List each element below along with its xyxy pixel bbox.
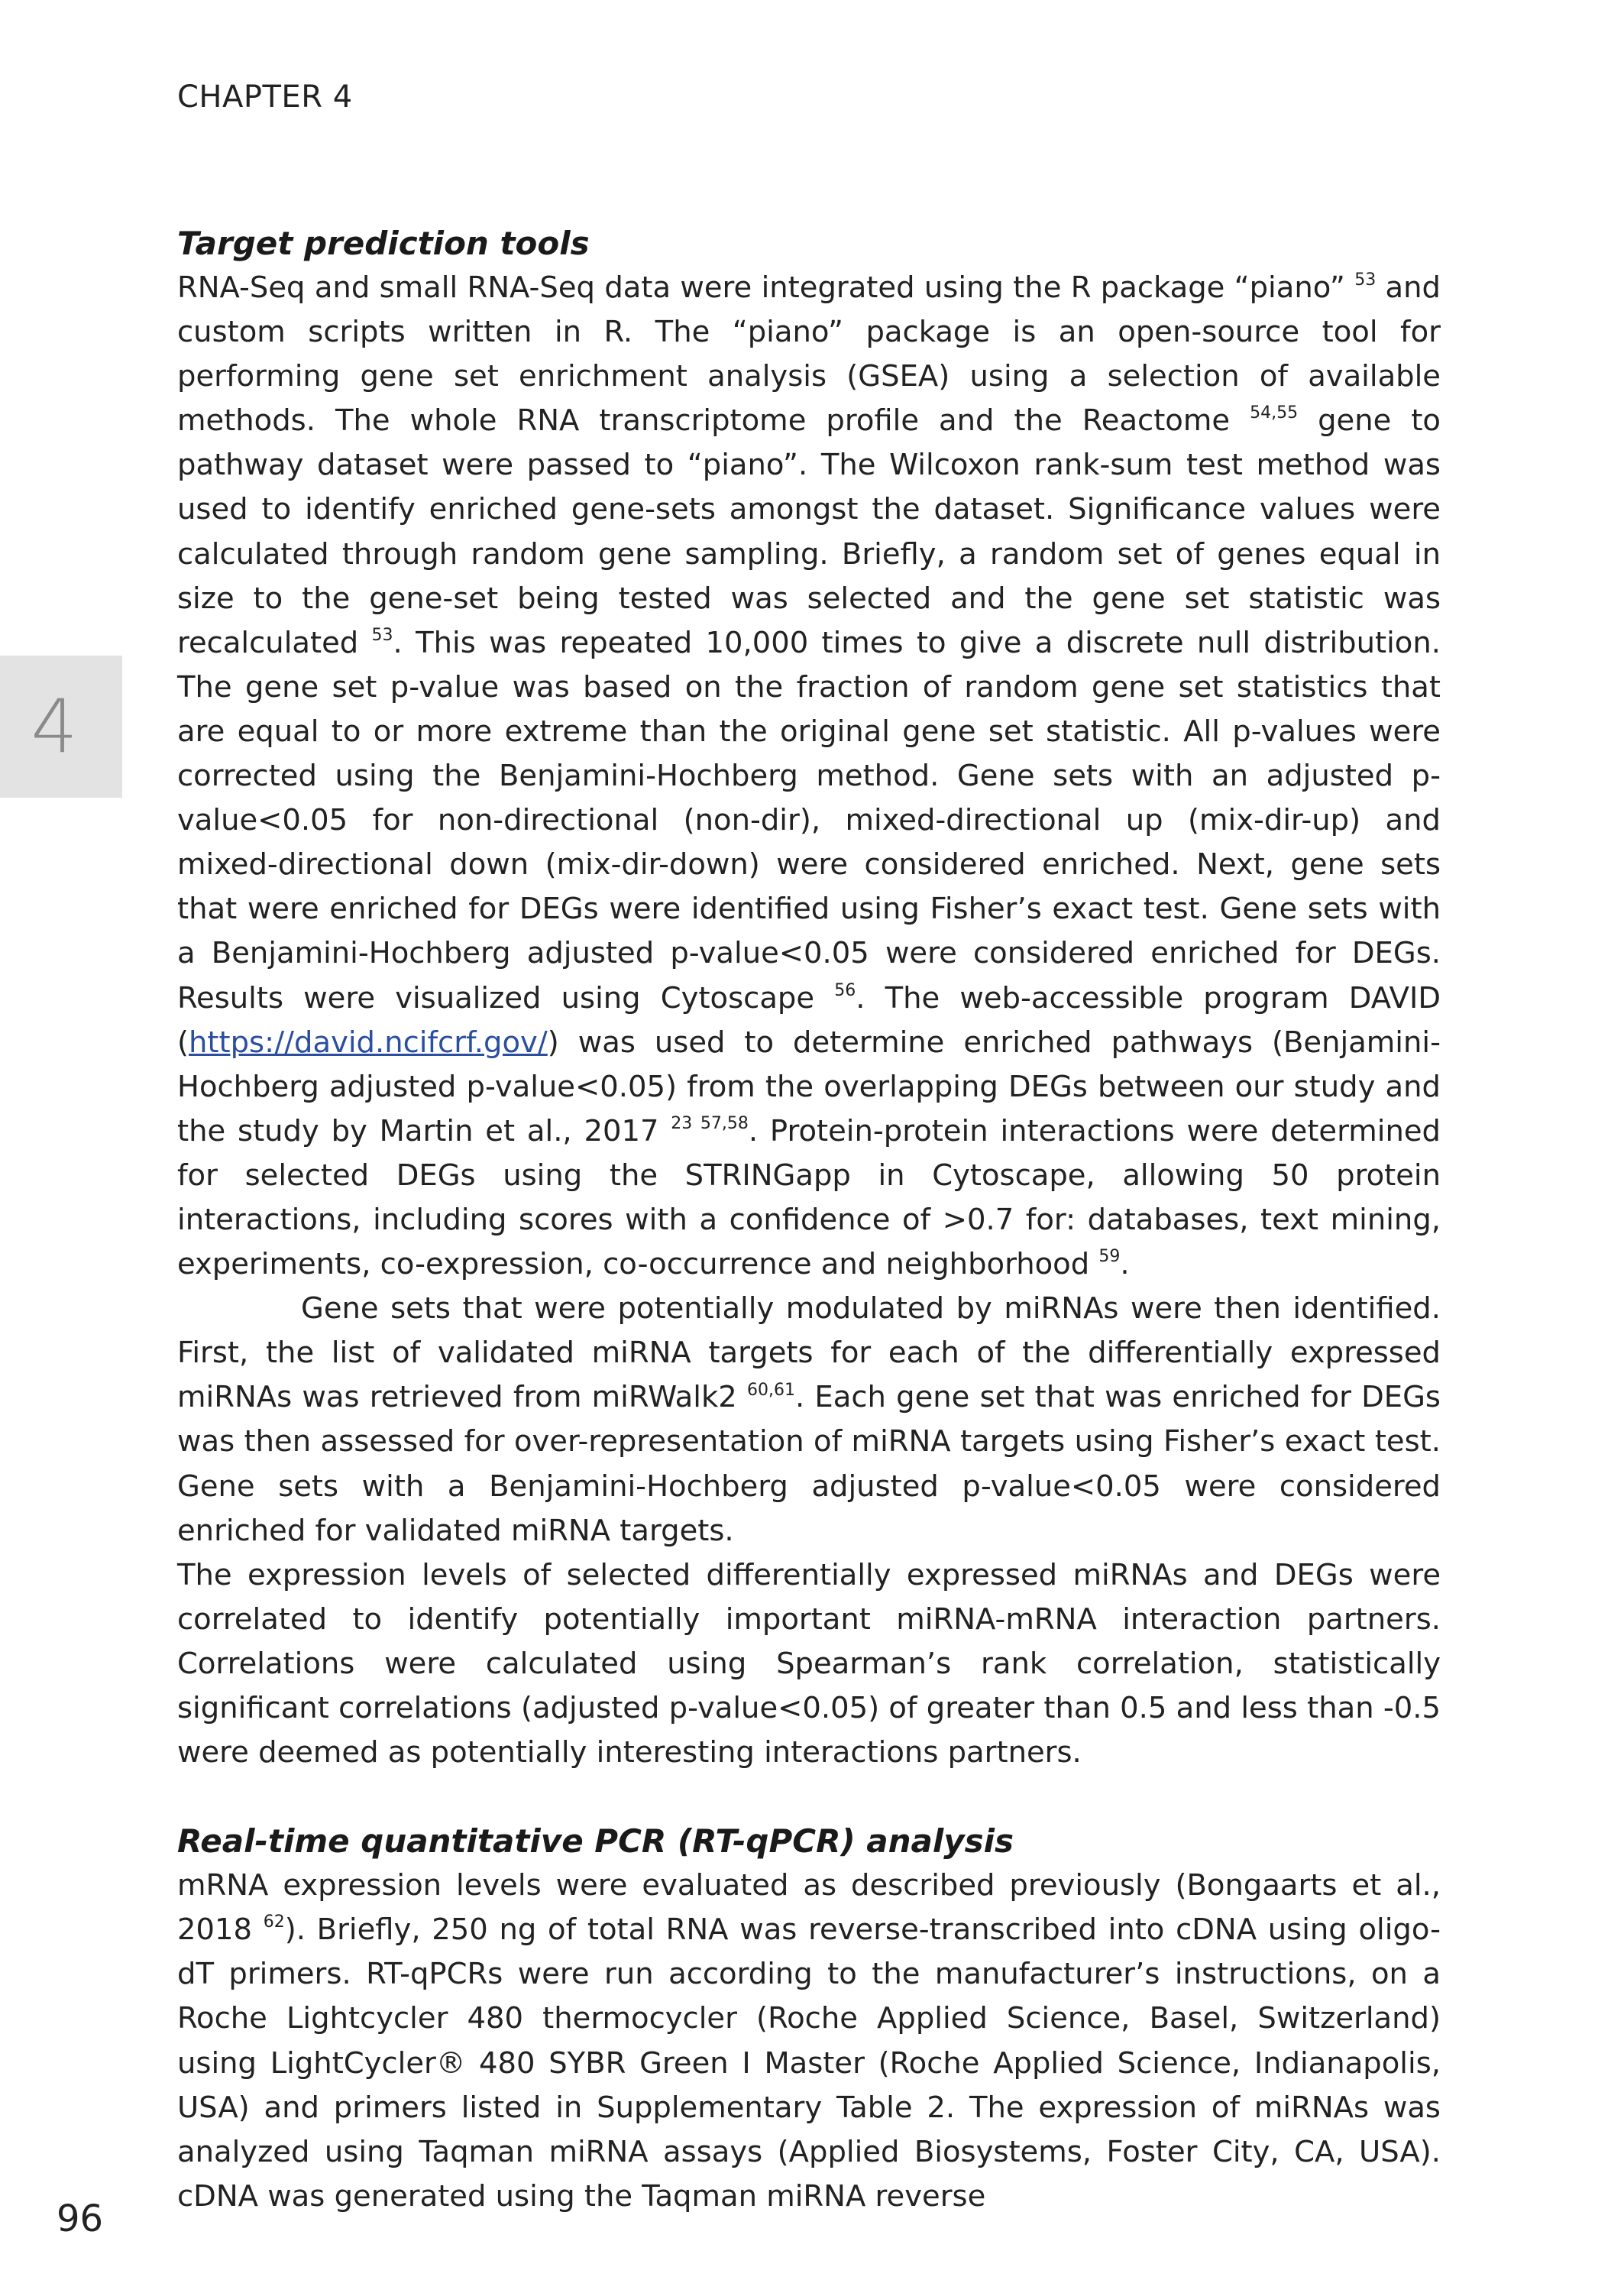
- citation: 53: [1354, 270, 1377, 290]
- text-run: Gene sets that were potentially modulated by miRNAs were then identified. First, the list of validated miRNA targets for each of the differentially expressed miRNAs was retrieved from miRWalk2: [177, 1291, 1441, 1415]
- text-run: RNA-Seq and small RNA-Seq data were integrated using the R package “piano”: [177, 270, 1355, 305]
- citation: 23 57,58: [671, 1113, 749, 1133]
- paragraph: [177, 266, 1441, 1287]
- citation: 53: [371, 625, 393, 645]
- section-heading-target-prediction: Target prediction tools: [177, 225, 590, 262]
- text-run: and custom scripts written in R. The “piano” package is an open-source tool for performing gene set enrichment analysis (GSEA) using a selection of available methods. The whole RNA transcriptome profile and the Reactome: [177, 270, 1441, 439]
- text-run: ) was used to determine enriched pathways (Benjamini-Hochberg adjusted p-value<0.05) from the overlapping DEGs between our study and the study by Martin et al., 2017: [177, 1025, 1441, 1148]
- text-run: . Each gene set that was enriched for DEGs was then assessed for over-representation of miRNA targets using Fisher’s exact test. Gene sets with a Benjamini-Hochberg adjusted p-value<0.05 were considered enriched for validated miRNA targets.: [177, 1380, 1441, 1548]
- section-gap: [177, 1775, 1441, 1819]
- citation: 59: [1098, 1247, 1121, 1267]
- page-body: [177, 222, 1441, 2219]
- citation: 54,55: [1250, 403, 1299, 423]
- text-run: mRNA expression levels were evaluated as described previously (Bongaarts et al., 2018: [177, 1868, 1441, 1948]
- david-link[interactable]: https://david.ncifcrf.gov/: [189, 1025, 548, 1060]
- running-header: CHAPTER 4: [177, 79, 353, 115]
- section-heading-rt-qpcr: Real-time quantitative PCR (RT-qPCR) analysis: [177, 1822, 1014, 1861]
- text-run: gene to pathway dataset were passed to “piano”. The Wilcoxon rank-sum test method was used to identify enriched gene-sets amongst the dataset. Significance values were calculated through random gene sampling. Briefly, a random set of genes equal in size to the gene-set being tested was selected and the gene set statistic was recalculated: [177, 403, 1441, 660]
- citation: 60,61: [746, 1380, 795, 1400]
- paragraph: [177, 1864, 1441, 2219]
- text-run: . Protein-protein interactions were determined for selected DEGs using the STRINGapp in Cytoscape, allowing 50 protein interactions, including scores with a confidence of >0.7 for: databases, text mining, experiments, co-expression, co-occurrence and neighborhood: [177, 1113, 1441, 1282]
- text-run: . The web-accessible program DAVID (: [177, 980, 1441, 1060]
- chapter-tab: [0, 656, 122, 798]
- text-run: .: [1120, 1247, 1130, 1282]
- text-run: . This was repeated 10,000 times to give a discrete null distribution. The gene set p-value was based on the fraction of random gene set statistics that are equal to or more extreme than the original gene set statistic. All p-values were corrected using the Benjamini-Hochberg method. Gene sets with an adjusted p-value<0.05 for non-directional (non-dir), mixed-directional up (mix-dir-up) and mixed-directional down (mix-dir-down) were considered enriched. Next, gene sets that were enriched for DEGs were identified using Fisher’s exact test. Gene sets with a Benjamini-Hochberg adjusted p-value<0.05 were considered enriched for DEGs. Results were visualized using Cytoscape: [177, 625, 1441, 1015]
- page-number: 96: [57, 2197, 104, 2240]
- text-run: ). Briefly, 250 ng of total RNA was reverse-transcribed into cDNA using oligo-dT primers. RT-qPCRs were run according to the manufacturer’s instructions, on a Roche Lightcycler 480 thermocycler (Roche Applied Science, Basel, Switzerland) using LightCycler® 480 SYBR Green I Master (Roche Applied Science, Indianapolis, USA) and primers listed in Supplementary Table 2. The expression of miRNAs was analyzed using Taqman miRNA assays (Applied Biosystems, Foster City, CA, USA). cDNA was generated using the Taqman miRNA reverse: [177, 1912, 1441, 2214]
- citation: 62: [263, 1912, 285, 1932]
- chapter-tab-number: 4: [31, 684, 78, 769]
- paragraph: [177, 1287, 1441, 1553]
- paragraph: The expression levels of selected differentially expressed miRNAs and DEGs were correlated to identify potentially important miRNA-mRNA interaction partners. Correlations were calculated using Spearman’s rank correlation, statistically significant correlations (adjusted p-value<0.05) of greater than 0.5 and less than -0.5 were deemed as potentially interesting interactions partners.: [177, 1557, 1441, 1770]
- citation: 56: [834, 980, 856, 1000]
